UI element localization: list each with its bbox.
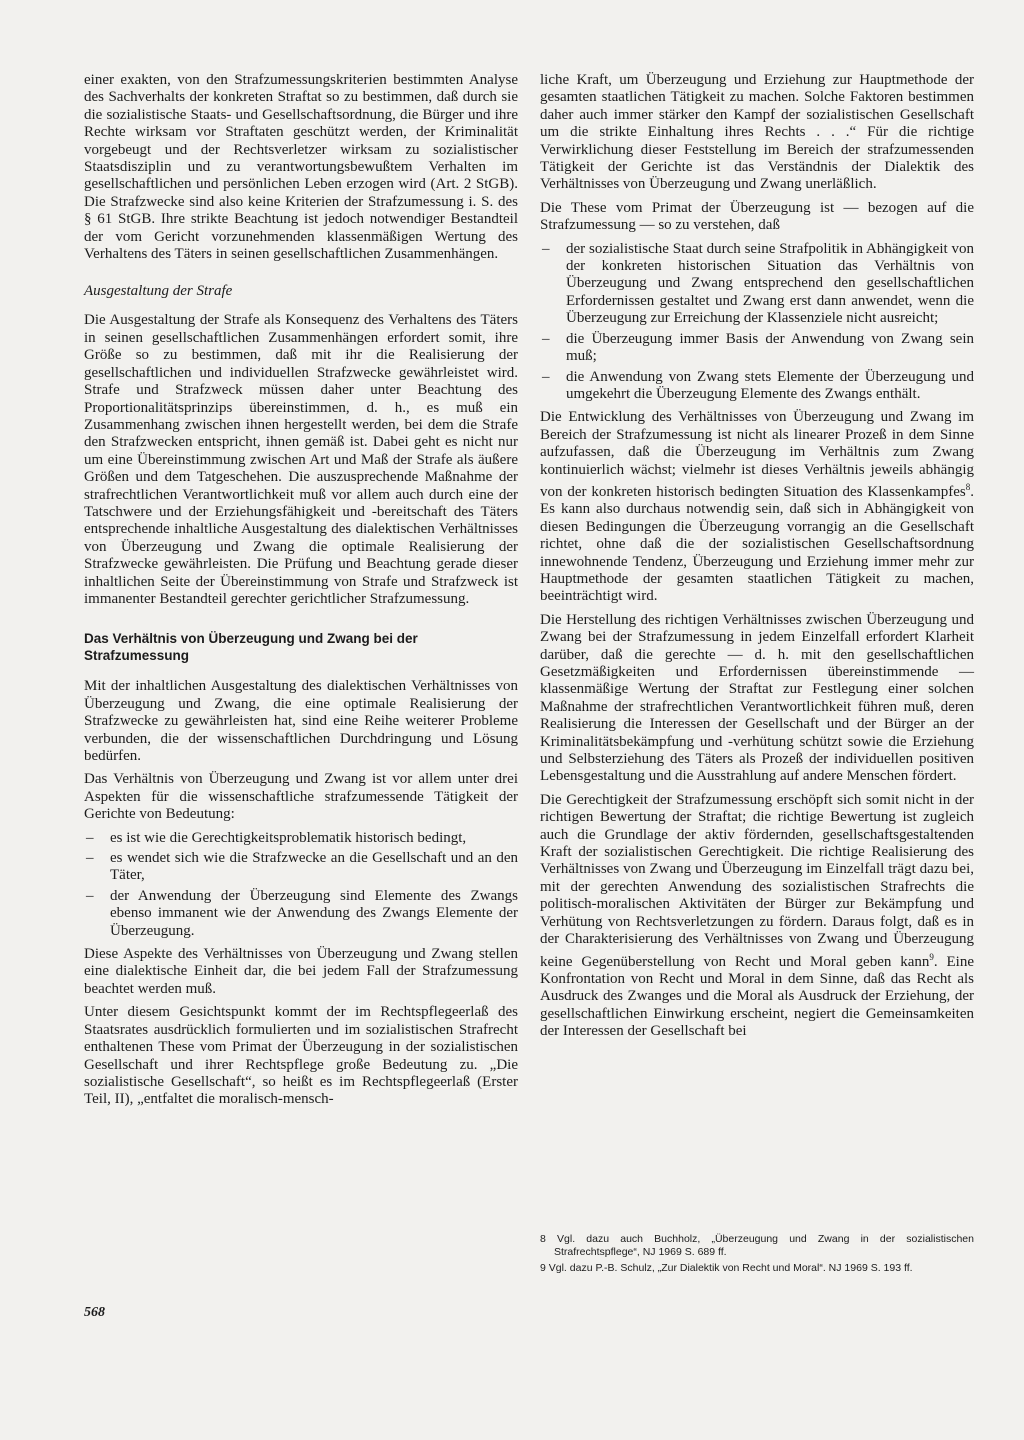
paragraph: Das Verhältnis von Überzeugung und Zwang ist vor allem unter drei Aspekten für die wissenschaftliche strafzumessende Tätigkeit der Gerichte von Bedeutung: xyxy=(84,771,518,823)
footnote-reference[interactable]: 8 xyxy=(965,481,971,492)
footnote-reference[interactable]: 9 xyxy=(929,951,934,962)
footnote: 8 Vgl. dazu auch Buchholz, „Überzeugung und Zwang in der sozialistischen Strafrechtspflege“, NJ 1969 S. 689 ff. xyxy=(540,1233,974,1258)
paragraph: liche Kraft, um Überzeugung und Erziehung zur Hauptmethode der gesamten staatlichen Tätigkeit zu machen. Solche Faktoren bestimmen daher auch immer stärker den Kampf der sozialistischen Gesellschaft um die strikte Einhaltung ihres Rechts . . .“ Für die richtige Verwirklichung dieser Feststellung im Bereich der strafzumessenden Tätigkeit der Gerichte ist das Verständnis der Dialektik des Verhältnisses von Überzeugung und Zwang unerläßlich. xyxy=(540,72,974,193)
paragraph-text: Die Entwicklung des Verhältnisses von Überzeugung und Zwang im Bereich der Strafzumessung ist nicht als linearer Prozeß in dem Sinne aufzufassen, daß die Überzeugung im Verhältnis zum Zwang kontinuierlich wächst; vielmehr ist dieses Verhältnis jeweils abhängig von der konkreten historisch bedingten Situation des Klassenkampfes xyxy=(540,409,974,500)
list-item: – es wendet sich wie die Strafzwecke an die Gesellschaft und an den Täter, xyxy=(84,850,518,885)
paragraph: Die Ausgestaltung der Strafe als Konsequenz des Verhaltens des Täters in seinen gesellschaftlichen Zusammenhängen erfordert somit, ihre Größe so zu bestimmen, daß mit ihr die Realisierung der gesellschaftlichen und individuellen Strafzwecke gewährleistet wird. Strafe und Strafzweck müssen daher unter Beachtung des Proportionalitätsprinzips übereinstimmen, d. h., es muß ein Zusammenhang zwischen ihnen hergestellt werden, bei dem die Strafe den Strafzwecken entspricht, ihnen gemäß ist. Dabei geht es nicht nur um eine Übereinstimmung zwischen Art und Maß der Strafe als äußere Größen und dem Tatgeschehen. Die auszusprechende Maßnahme der strafrechtlichen Verantwortlichkeit muß vor allem auch durch eine der Tatschwere und der Erziehungsfähigkeit und -bereitschaft des Täters entsprechende inhaltliche Ausgestaltung des dialektischen Verhältnisses von Überzeugung und Zwang die optimale Realisierung der Strafzwecke gewährleisten. Die Prüfung und Beachtung gerade dieser inhaltlichen Seite der Übereinstimmung von Strafe und Strafzweck ist immanenter Bestandteil gerechter gerichtlicher Strafzumessung. xyxy=(84,312,518,607)
list-item: – der sozialistische Staat durch seine Strafpolitik in Abhängigkeit von der konkreten historischen Situation das Verhältnis von Überzeugung und Zwang entsprechend den gesellschaftlichen Erfordernissen gestaltet und Zwang erst dann anwendet, wenn die Überzeugung zur Erreichung der Klassenziele nicht ausreicht; xyxy=(540,241,974,328)
list-item: – es ist wie die Gerechtigkeitsproblematik historisch bedingt, xyxy=(84,830,518,847)
paragraph: Die Herstellung des richtigen Verhältnisses zwischen Überzeugung und Zwang bei der Strafzumessung in jedem Einzelfall erfordert Klarheit darüber, daß die gerechte — d. h. mit den gesellschaftlichen Gesetzmäßigkeiten und Erfordernissen übereinstimmende — klassenmäßige Wertung der Straftat zur Festlegung einer solchen Maßnahme der strafrechtlichen Verantwortlichkeit führen muß, deren Realisierung die Interessen der Gesellschaft und der Bürger an der Kriminalitätsbekämpfung und -verhütung schützt sowie die Erziehung und Selbsterziehung des Täters als Prozeß der individuellen positiven Lebensgestaltung und die Ausstrahlung auf andere Menschen fördert. xyxy=(540,611,974,785)
left-column xyxy=(84,72,518,1115)
list-item: – die Überzeugung immer Basis der Anwendung von Zwang sein muß; xyxy=(540,331,974,366)
paragraph xyxy=(540,792,974,1041)
list-item: – der Anwendung der Überzeugung sind Elemente des Zwangs ebenso immanent wie der Anwendung des Zwangs Elemente der Überzeugung. xyxy=(84,888,518,940)
footnotes xyxy=(540,1233,974,1278)
list-item: – die Anwendung von Zwang stets Elemente der Überzeugung und umgekehrt die Überzeugung Elemente des Zwangs enthält. xyxy=(540,369,974,404)
paragraph: Die These vom Primat der Überzeugung ist — bezogen auf die Strafzumessung — so zu verstehen, daß xyxy=(540,199,974,234)
paragraph: einer exakten, von den Strafzumessungskriterien bestimmten Analyse des Sachverhalts der konkreten Straftat so zu bestimmen, daß durch sie die sozialistische Staats- und Gesellschaftsordnung, die Bürger und ihre Rechte wirksam vor Straftaten geschützt werden, der Kriminalität vorgebeugt und der Rechtsverletzer wirksam zu sozialistischer Staatsdisziplin und zu verantwortungsbewußtem Verhalten im gesellschaftlichen und persönlichen Leben erzogen wird (Art. 2 StGB). Die Strafzwecke sind also keine Kriterien der Strafzumessung i. S. des § 61 StGB. Ihre strikte Beachtung ist jedoch notwendiger Bestandteil der vom Gericht vorzunehmenden klassenmäßigen Wertung des Verhaltens des Täters in seinen gesellschaftlichen Zusammenhängen. xyxy=(84,72,518,263)
page-number: 568 xyxy=(84,1305,105,1320)
paragraph-text: Die Gerechtigkeit der Strafzumessung erschöpft sich somit nicht in der richtigen Bewertung der Straftat; die richtige Bewertung ist zugleich auch die Grundlage der aktiv fördernden, gesellschaftsgestaltenden Kraft der sozialistischen Gerechtigkeit. Die richtige Realisierung des Verhältnisses von Zwang und Überzeugung im Einzelfall trägt dazu bei, mit der gerechten Anwendung des sozialistischen Strafrechts die politisch-moralischen Aktivitäten der Bürger zur Bekämpfung und Verhütung von Rechtsverletzungen zu fördern. Daraus folgt, daß es in der Charakterisierung des Verhältnisses von Zwang und Überzeugung keine Gegenüberstellung von Recht und Moral geben kann xyxy=(540,791,974,970)
dash-list xyxy=(540,241,974,404)
paragraph-text: . Es kann also durchaus notwendig sein, daß sich in Abhängigkeit von diesen Bedingungen die Überzeugung vorrangig an die Gesellschaft richtet, ohne daß die der sozialistischen Gesellschaftsordnung innewohnende Tendenz, Überzeugung und Erziehung immer mehr zur Hauptmethode der gesamten staatlichen Tätigkeit zu machen, beeinträchtigt wird. xyxy=(540,483,974,605)
right-column xyxy=(540,72,974,1047)
section-heading: Ausgestaltung der Strafe xyxy=(84,283,233,300)
dash-list xyxy=(84,830,518,940)
paragraph: Mit der inhaltlichen Ausgestaltung des dialektischen Verhältnisses von Überzeugung und Zwang, die eine optimale Realisierung der Strafzwecke zu gewährleisten hat, sind eine Reihe weiterer Probleme verbunden, die der wissenschaftlichen Durchdringung und Lösung bedürfen. xyxy=(84,678,518,764)
paragraph: Unter diesem Gesichtspunkt kommt der im Rechtspflegeerlaß des Staatsrates ausdrücklich formulierten und im sozialistischen Strafrecht enthaltenen These vom Primat der Überzeugung in der sozialistischen Gesellschaft und ihrer Rechtspflege große Bedeutung zu. „Die sozialistische Gesellschaft“, so heißt es im Rechtspflegeerlaß (Erster Teil, II), „entfaltet die moralisch-mensch- xyxy=(84,1004,518,1108)
paragraph xyxy=(540,409,974,605)
footnote: 9 Vgl. dazu P.-B. Schulz, „Zur Dialektik von Recht und Moral“. NJ 1969 S. 193 ff. xyxy=(540,1262,913,1274)
paragraph: Diese Aspekte des Verhältnisses von Überzeugung und Zwang stellen eine dialektische Einheit dar, die bei jedem Fall der Strafzumessung beachtet werden muß. xyxy=(84,946,518,997)
paragraph-text: . Eine Konfrontation von Recht und Moral in dem Sinne, daß das Recht als Ausdruck des Zwanges und die Moral als Ausdruck der Erziehung, der gesellschaftlichen Einwirkung erscheint, negiert die Gemeinsamkeiten der Interessen der Gesellschaft bei xyxy=(540,953,974,1040)
section-heading: Das Verhältnis von Überzeugung und Zwang bei der Strafzumessung xyxy=(84,631,418,664)
